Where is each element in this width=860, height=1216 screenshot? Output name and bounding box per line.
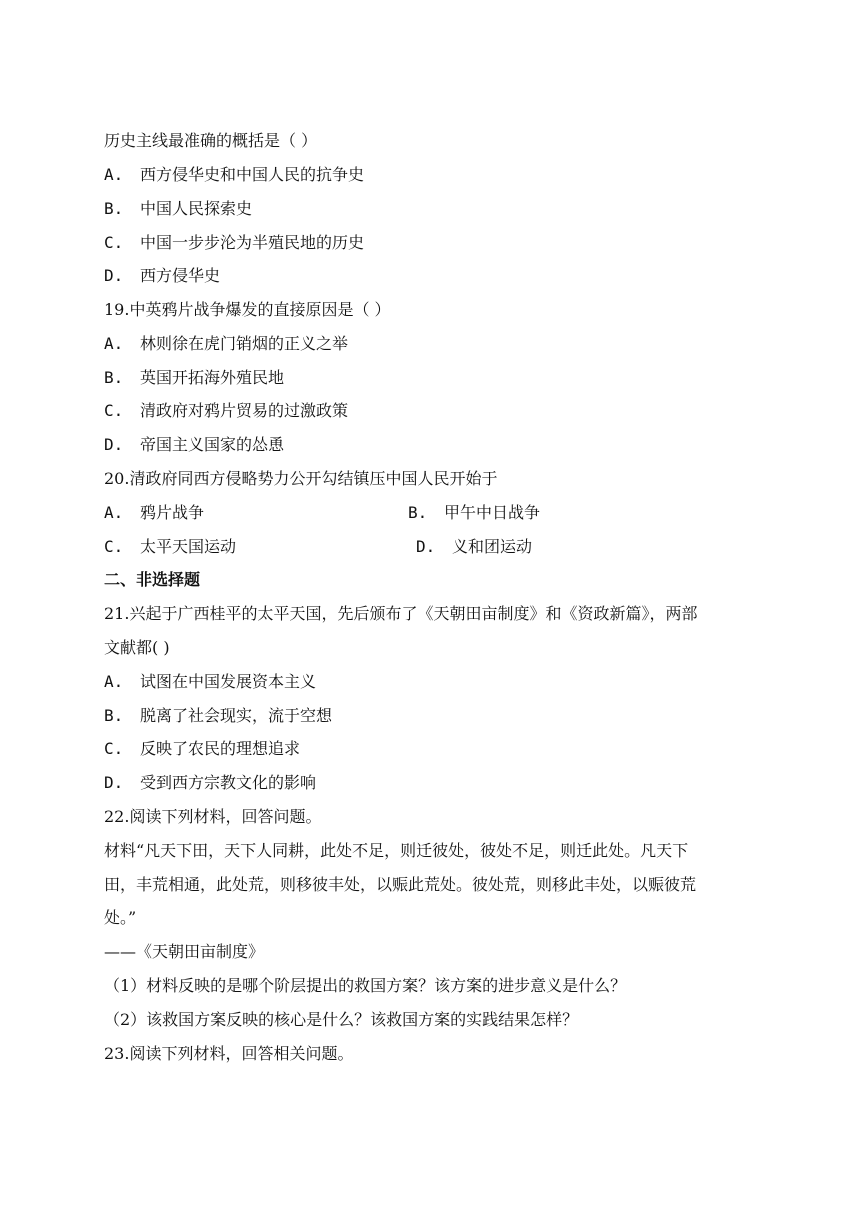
option-letter: D. — [104, 266, 124, 285]
question-20-stem: 20.清政府同西方侵略势力公开勾结镇压中国人民开始于 — [104, 469, 498, 488]
q18-option-b — [104, 199, 252, 219]
q21-option-d — [104, 773, 316, 793]
section-heading: 二、非选择题 — [104, 570, 201, 589]
option-letter: A. — [104, 334, 124, 353]
question-22-stem: 22.阅读下列材料，回答问题。 — [104, 807, 322, 826]
option-letter: D. — [104, 773, 124, 792]
q21-option-b — [104, 706, 332, 726]
q22-source: ——《天朝田亩制度》 — [104, 942, 265, 961]
option-text: 帝国主义国家的怂恿 — [140, 435, 285, 454]
option-text: 义和团运动 — [452, 537, 533, 556]
option-text: 中国一步步沦为半殖民地的历史 — [140, 233, 365, 252]
question-21-stem-line1: 21.兴起于广西桂平的太平天国，先后颁布了《天朝田亩制度》和《资政新篇》，两部 — [104, 604, 698, 623]
question-19-stem: 19.中英鸦片战争爆发的直接原因是（ ） — [104, 300, 391, 319]
q18-option-d — [104, 266, 220, 286]
question-21-stem-line2: 文献都( ) — [104, 638, 170, 657]
option-letter: C. — [104, 233, 124, 252]
option-text: 试图在中国发展资本主义 — [140, 672, 317, 691]
option-text: 反映了农民的理想追求 — [140, 739, 301, 758]
option-text: 受到西方宗教文化的影响 — [140, 773, 317, 792]
q18-option-c — [104, 233, 364, 253]
q21-option-c — [104, 739, 300, 759]
option-letter: D. — [416, 537, 436, 556]
option-letter: A. — [104, 503, 124, 522]
option-letter: C. — [104, 401, 124, 420]
option-text: 英国开拓海外殖民地 — [140, 368, 285, 387]
option-letter: A. — [104, 165, 124, 184]
q22-material-line1: 材料“凡天下田，天下人同耕，此处不足，则迁彼处，彼处不足，则迁此处。凡天下 — [104, 841, 689, 860]
option-text: 脱离了社会现实，流于空想 — [140, 706, 333, 725]
q19-option-d — [104, 435, 284, 455]
q20-option-d — [416, 537, 532, 557]
option-text: 清政府对鸦片贸易的过激政策 — [140, 401, 349, 420]
q20-option-a — [104, 503, 204, 523]
question-18-tail: 历史主线最准确的概括是（ ） — [104, 131, 318, 150]
q20-option-b — [408, 503, 540, 523]
q19-option-a — [104, 334, 348, 354]
q22-material-line2: 田，丰荒相通，此处荒，则移彼丰处，以赈此荒处。彼处荒，则移此丰处，以赈彼荒 — [104, 875, 697, 894]
q21-option-a — [104, 672, 316, 692]
q19-option-b — [104, 368, 284, 388]
q22-subquestion-2: （2）该救国方案反映的核心是什么？该救国方案的实践结果怎样？ — [104, 1010, 579, 1029]
option-letter: C. — [104, 739, 124, 758]
q20-option-c — [104, 537, 236, 557]
option-letter: B. — [104, 368, 124, 387]
option-letter: B. — [408, 503, 428, 522]
option-letter: B. — [104, 199, 124, 218]
option-text: 甲午中日战争 — [444, 503, 541, 522]
option-letter: C. — [104, 537, 124, 556]
option-letter: D. — [104, 435, 124, 454]
option-letter: A. — [104, 672, 124, 691]
question-23-stem: 23.阅读下列材料，回答相关问题。 — [104, 1044, 354, 1063]
option-letter: B. — [104, 706, 124, 725]
q19-option-c — [104, 401, 348, 421]
option-text: 林则徐在虎门销烟的正义之举 — [140, 334, 349, 353]
q18-option-a — [104, 165, 364, 185]
option-text: 西方侵华史和中国人民的抗争史 — [140, 165, 365, 184]
option-text: 西方侵华史 — [140, 266, 221, 285]
option-text: 中国人民探索史 — [140, 199, 253, 218]
q22-material-line3: 处。” — [104, 908, 137, 927]
option-text: 鸦片战争 — [140, 503, 205, 522]
option-text: 太平天国运动 — [140, 537, 237, 556]
q22-subquestion-1: （1）材料反映的是哪个阶层提出的救国方案？该方案的进步意义是什么？ — [104, 976, 627, 995]
